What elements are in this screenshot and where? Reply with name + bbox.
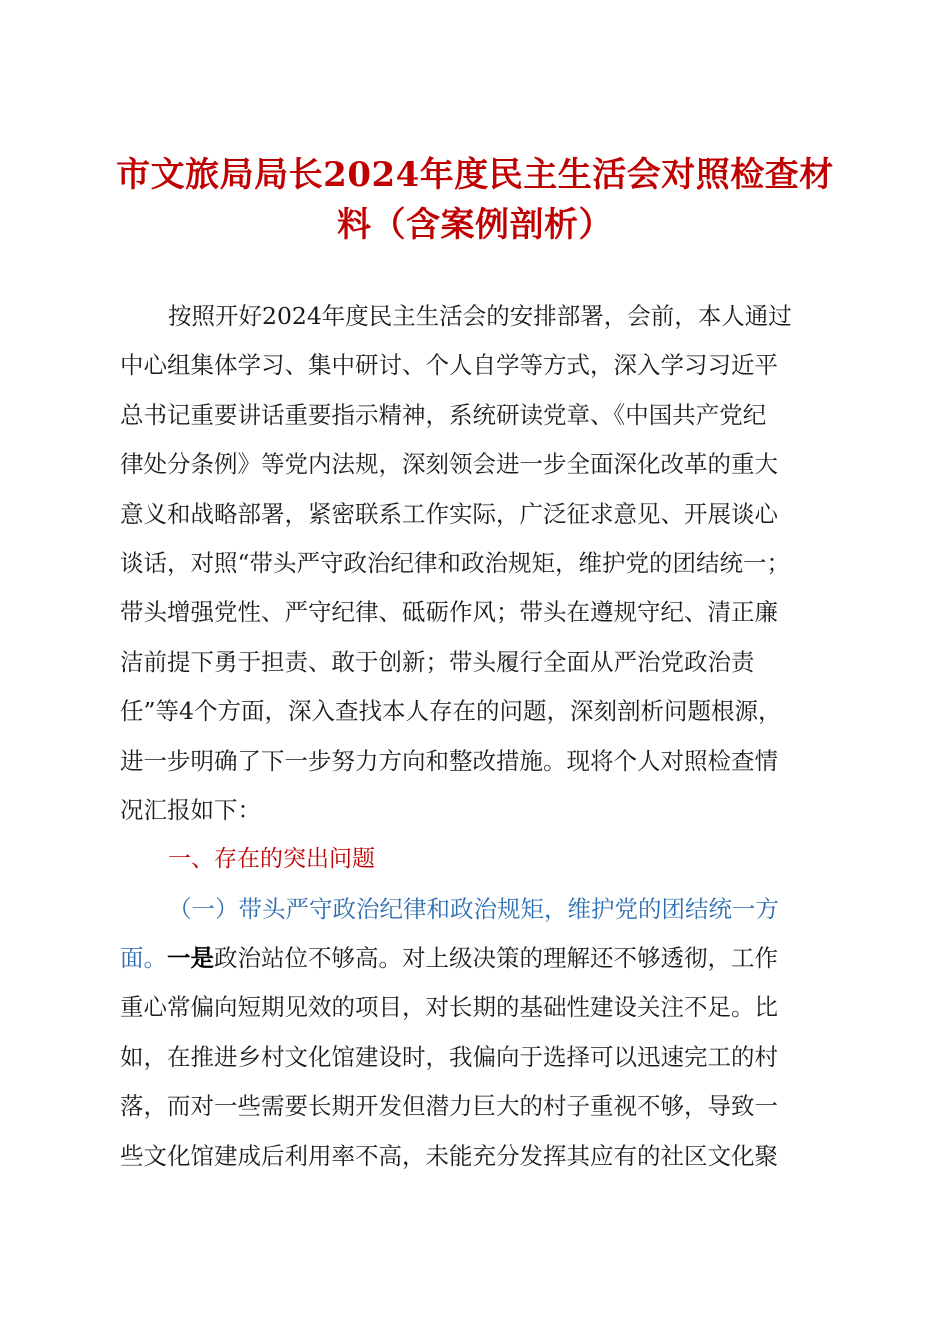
point-line-4: 落，而对一些需要长期开发但潜力巨大的村子重视不够，导致一 <box>120 1092 778 1121</box>
intro-line-9: 任”等4个方面，深入查找本人存在的问题，深刻剖析问题根源， <box>120 697 782 726</box>
intro-line-6: 谈话，对照“带头严守政治纪律和政治规矩，维护党的团结统一； <box>120 548 791 577</box>
point-line-1-text: 政治站位不够高。对上级决策的理解还不够透彻，工作 <box>214 944 778 973</box>
intro-line-5: 意义和战略部署，紧密联系工作实际，广泛征求意见、开展谈心 <box>120 499 778 528</box>
point-line-5: 些文化馆建成后利用率不高，未能充分发挥其应有的社区文化聚 <box>120 1141 778 1170</box>
intro-line-7: 带头增强党性、严守纪律、砥砺作风；带头在遵规守纪、清正廉 <box>120 598 778 627</box>
subsection-heading-and-point-line <box>120 934 825 983</box>
intro-line-2: 中心组集体学习、集中研讨、个人自学等方式，深入学习习近平 <box>120 351 778 380</box>
intro-line-11: 况汇报如下： <box>120 795 261 824</box>
point-line-2: 重心常偏向短期见效的项目，对长期的基础性建设关注不足。比 <box>120 993 778 1022</box>
intro-line-8: 洁前提下勇于担责、敢于创新；带头履行全面从严治党政治责 <box>120 647 755 676</box>
document-body <box>120 292 825 1181</box>
title-line-2: 料（含案例剖析） <box>337 205 613 245</box>
subsection-heading-line-1: （一）带头严守政治纪律和政治规矩，维护党的团结统一方 <box>168 894 779 923</box>
intro-line-4: 律处分条例》等党内法规，深刻领会进一步全面深化改革的重大 <box>120 450 778 479</box>
subsection-heading-line-2: 面。 <box>120 944 167 973</box>
point-label: 一是 <box>167 944 214 973</box>
intro-line-1: 按照开好2024年度民主生活会的安排部署，会前，本人通过 <box>168 302 792 330</box>
intro-line-10: 进一步明确了下一步努力方向和整改措施。现将个人对照检查情 <box>120 746 778 775</box>
title-line-1: 市文旅局局长2024年度民主生活会对照检查材 <box>116 155 834 195</box>
section-heading: 一、存在的突出问题 <box>168 846 375 873</box>
point-line-3: 如，在推进乡村文化馆建设时，我偏向于选择可以迅速完工的村 <box>120 1042 778 1071</box>
document-title <box>110 150 840 250</box>
intro-line-3: 总书记重要讲话重要指示精神，系统研读党章、《中国共产党纪 <box>120 400 767 429</box>
